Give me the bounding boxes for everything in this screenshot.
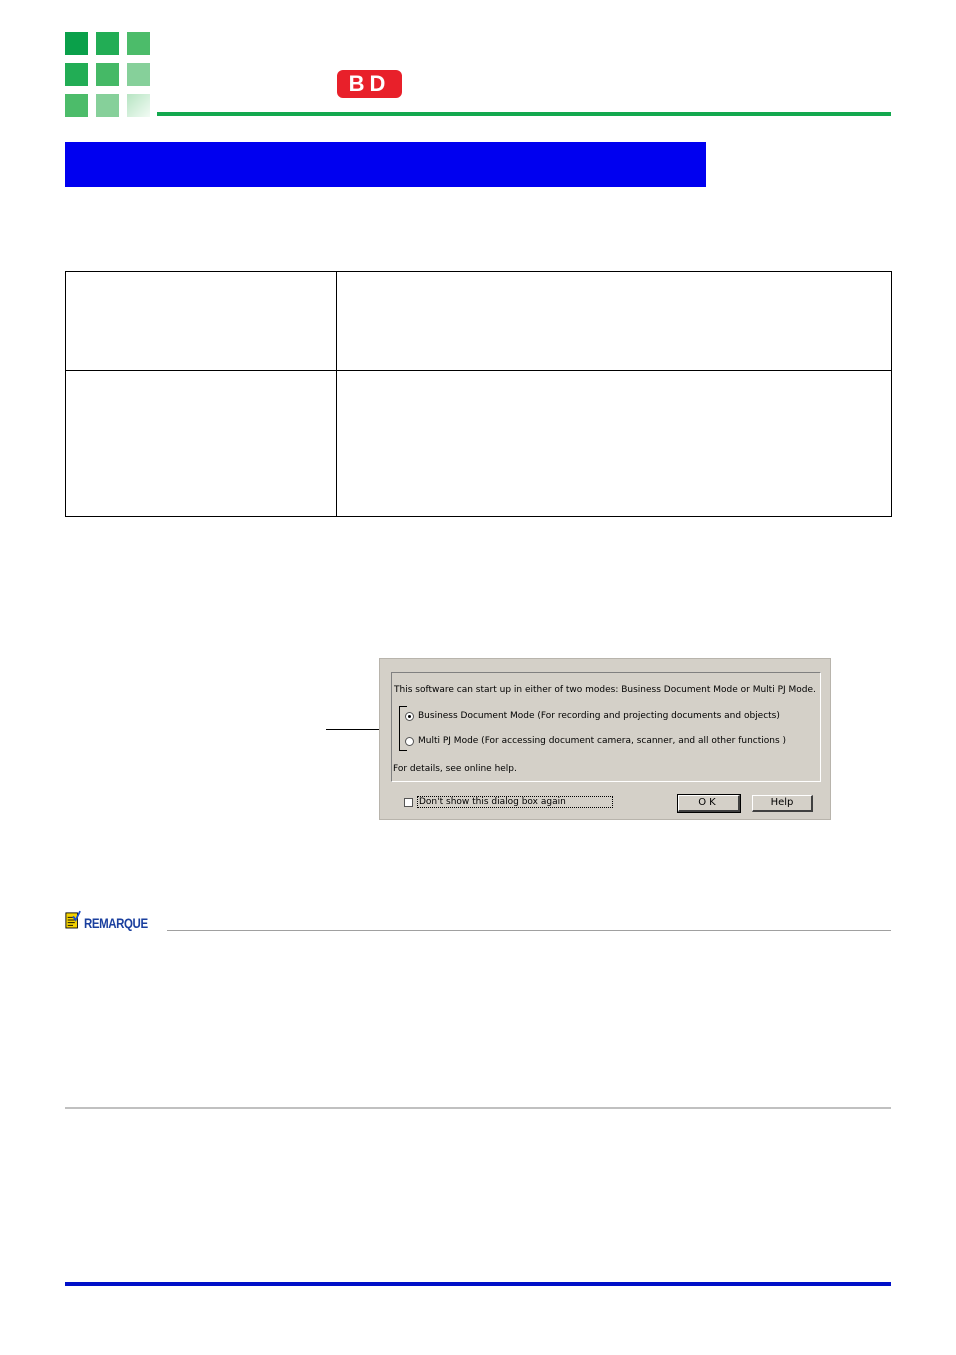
radio-multi-pj-mode[interactable] bbox=[405, 736, 786, 746]
logo-square bbox=[65, 63, 88, 86]
logo-square bbox=[96, 63, 119, 86]
logo-square bbox=[127, 94, 150, 117]
mode-table bbox=[65, 271, 892, 517]
note-check-icon bbox=[65, 909, 81, 931]
table-cell bbox=[337, 272, 892, 371]
logo-square bbox=[127, 32, 150, 55]
bd-badge: BD bbox=[337, 70, 402, 98]
dialog-message: This software can start up in either of two modes: Business Document Mode or Multi PJ Mode. bbox=[394, 685, 816, 695]
radio-unselected-icon bbox=[405, 737, 414, 746]
table-row bbox=[66, 272, 892, 371]
table-cell bbox=[337, 371, 892, 517]
dont-show-checkbox[interactable] bbox=[404, 796, 613, 808]
table-row bbox=[66, 371, 892, 517]
radio-label: Business Document Mode (For recording and projecting documents and objects) bbox=[418, 711, 780, 721]
logo-square bbox=[65, 32, 88, 55]
ok-button[interactable]: OK bbox=[678, 795, 740, 812]
logo-square bbox=[96, 94, 119, 117]
header-rule bbox=[157, 112, 891, 116]
logo bbox=[65, 32, 151, 118]
table-cell bbox=[66, 371, 337, 517]
table-cell bbox=[66, 272, 337, 371]
radio-business-document-mode[interactable] bbox=[405, 711, 780, 721]
remarque-rule bbox=[167, 930, 891, 931]
mode-select-dialog bbox=[379, 658, 831, 820]
footer-rule bbox=[65, 1282, 891, 1286]
logo-square bbox=[127, 63, 150, 86]
logo-square bbox=[96, 32, 119, 55]
title-bar bbox=[65, 142, 706, 187]
dialog-details: For details, see online help. bbox=[393, 764, 517, 774]
remarque-label: REMARQUE bbox=[84, 915, 148, 931]
checkbox-label: Don't show this dialog box again bbox=[417, 796, 613, 808]
radio-selected-icon bbox=[405, 712, 414, 721]
remarque-heading bbox=[65, 909, 162, 931]
help-button[interactable]: Help bbox=[752, 795, 813, 812]
logo-square bbox=[65, 94, 88, 117]
section-divider bbox=[65, 1107, 891, 1109]
checkbox-icon bbox=[404, 798, 413, 807]
radio-label: Multi PJ Mode (For accessing document camera, scanner, and all other functions ) bbox=[418, 736, 787, 746]
